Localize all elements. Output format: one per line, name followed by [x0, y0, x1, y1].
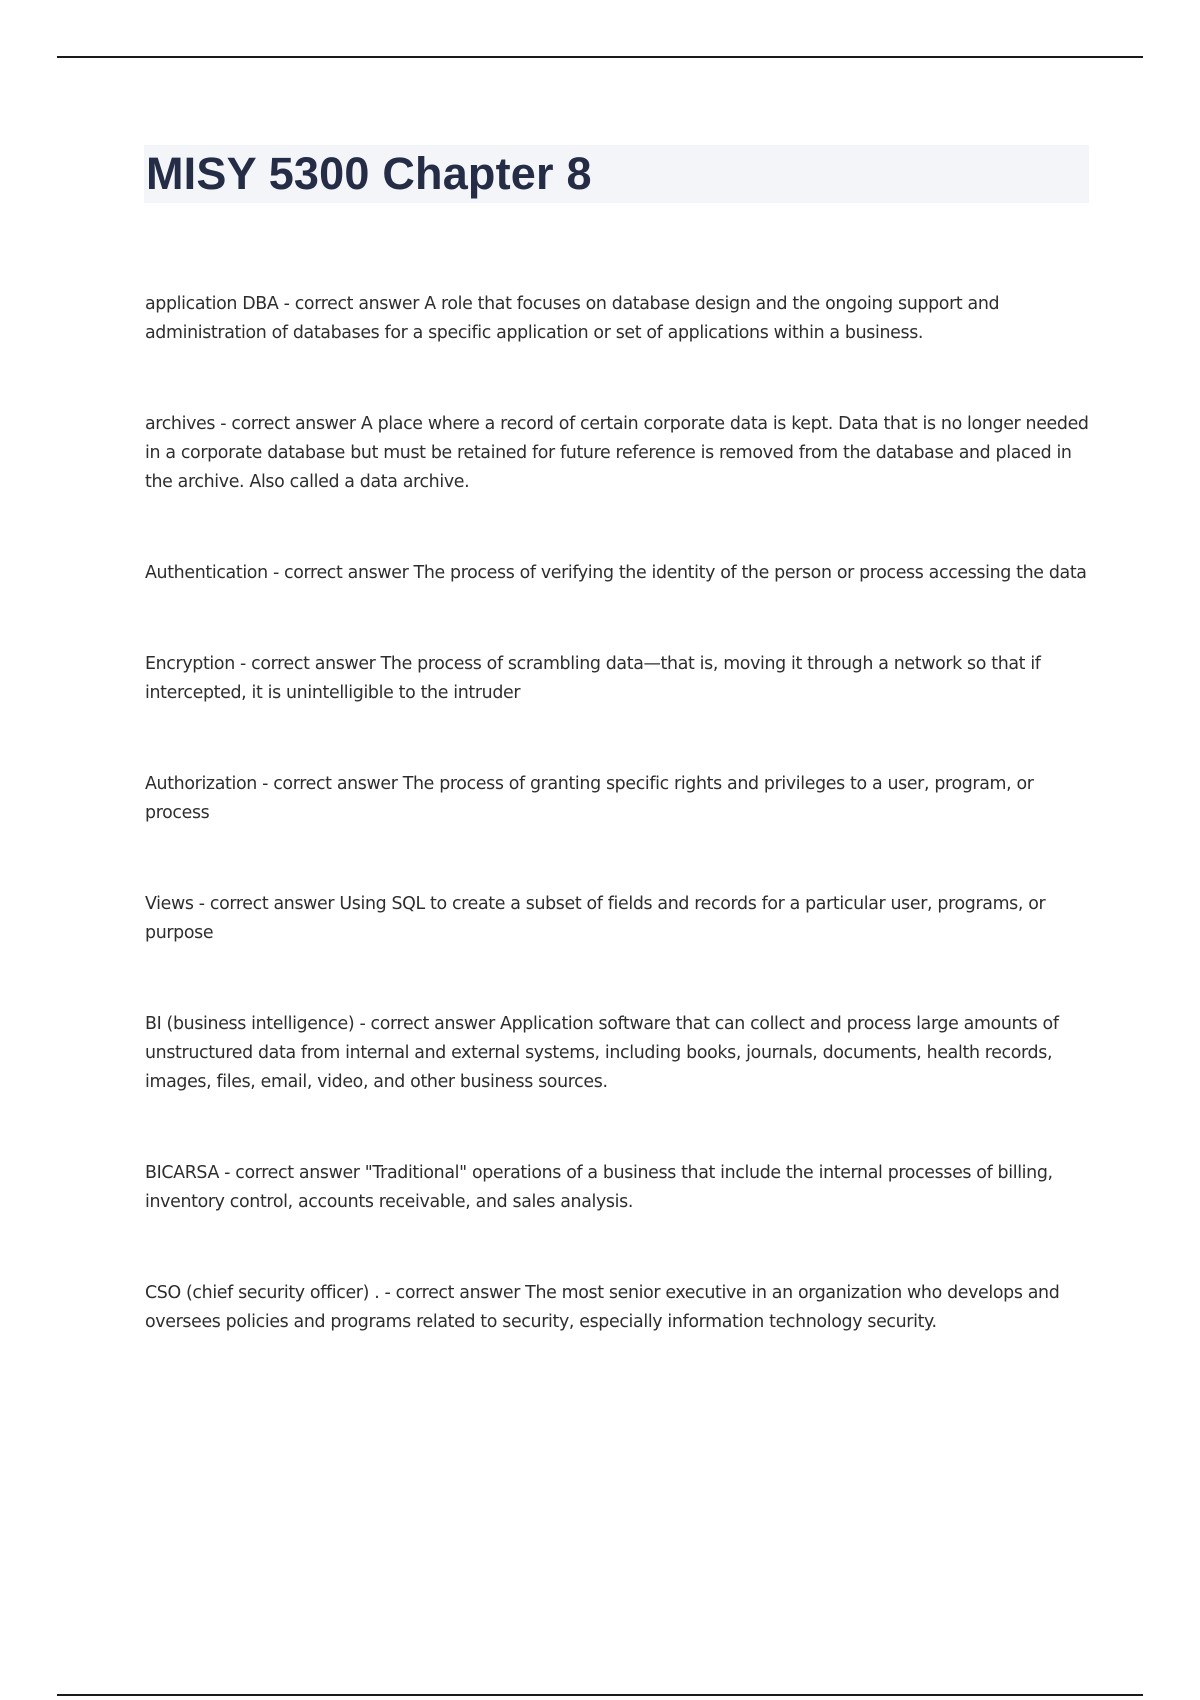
- flashcard-entry-views: Views - correct answer Using SQL to create a subset of fields and records for a particular user, programs, or purpose: [145, 894, 1046, 943]
- flashcard-entry-archives: archives - correct answer A place where a record of certain corporate data is kept. Data that is no longer needed in a corporate database but must be retained for future reference is removed from the database and placed in the archive. Also called a data archive.: [145, 414, 1089, 492]
- top-divider: [57, 56, 1143, 58]
- flashcard-entry-bicarsa: BICARSA - correct answer "Traditional" operations of a business that include the internal processes of billing, inventory control, accounts receivable, and sales analysis.: [145, 1163, 1053, 1212]
- flashcard-entry-authentication: Authentication - correct answer The process of verifying the identity of the person or process accessing the data: [145, 563, 1087, 583]
- flashcard-entry-cso: CSO (chief security officer) . - correct answer The most senior executive in an organization who develops and oversees policies and programs related to security, especially information technology security.: [145, 1283, 1060, 1332]
- flashcard-list: [145, 290, 1090, 1337]
- bottom-divider: [57, 1694, 1143, 1696]
- flashcard-entry-bi: BI (business intelligence) - correct answer Application software that can collect and process large amounts of unstructured data from internal and external systems, including books, journals, documents, health records, images, files, email, video, and other business sources.: [145, 1014, 1059, 1092]
- page-title: MISY 5300 Chapter 8: [146, 148, 592, 199]
- flashcard-entry-encryption: Encryption - correct answer The process of scrambling data—that is, moving it through a network so that if intercepted, it is unintelligible to the intruder: [145, 654, 1041, 703]
- flashcard-entry-application-dba: application DBA - correct answer A role that focuses on database design and the ongoing support and administration of databases for a specific application or set of applications within a business.: [145, 294, 1000, 343]
- flashcard-entry-authorization: Authorization - correct answer The process of granting specific rights and privileges to a user, program, or process: [145, 774, 1034, 823]
